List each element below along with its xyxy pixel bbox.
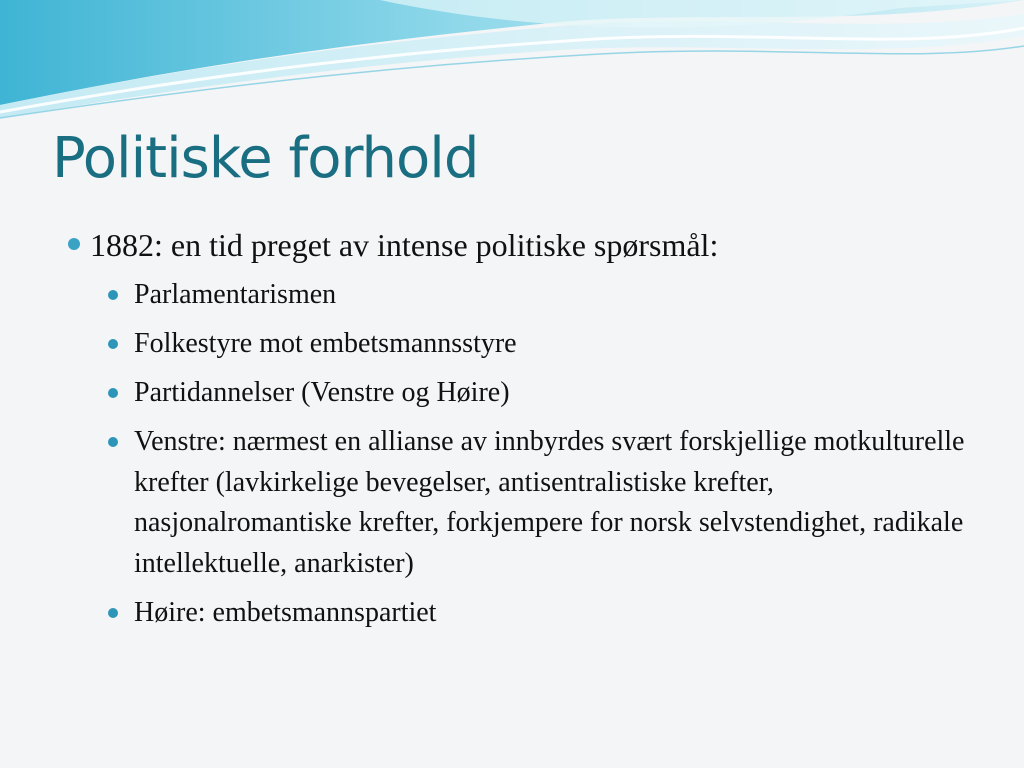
sub-bullet-item [106,324,972,365]
sub-bullet-item [106,422,972,584]
bullet-dot-icon [108,388,118,398]
bullet-dot-icon [108,339,118,349]
slide-body [62,225,972,642]
bullet-dot-icon [108,290,118,300]
sub-bullet-item [106,593,972,634]
bullet-dot-icon [108,608,118,618]
sub-bullet-text: Partidannelser (Venstre og Høire) [134,377,510,408]
sub-bullet-item [106,275,972,316]
slide-title: Politiske forhold [52,126,479,191]
sub-bullet-text: Venstre: nærmest en allianse av innbyrdes svært forskjellige motkulturelle krefter (lavkirkelige bevegelser, antisentralistiske krefter, nasjonalromantiske krefter, forkjempere for norsk selvstendighet, radikale intellektuelle, anarkister) [134,426,965,579]
sub-bullet-text: Høire: embetsmannspartiet [134,596,437,628]
sub-bullet-list [62,275,972,633]
bullet-dot-icon [108,437,118,447]
bullet-main [62,225,972,265]
bullet-dot-icon [68,238,80,250]
bullet-main-text: 1882: en tid preget av intense politiske spørsmål: [90,227,719,263]
sub-bullet-item [106,373,972,414]
sub-bullet-text: Folkestyre mot embetsmannsstyre [134,328,517,359]
sub-bullet-text: Parlamentarismen [134,279,337,310]
header-wave-decoration [0,0,1024,130]
